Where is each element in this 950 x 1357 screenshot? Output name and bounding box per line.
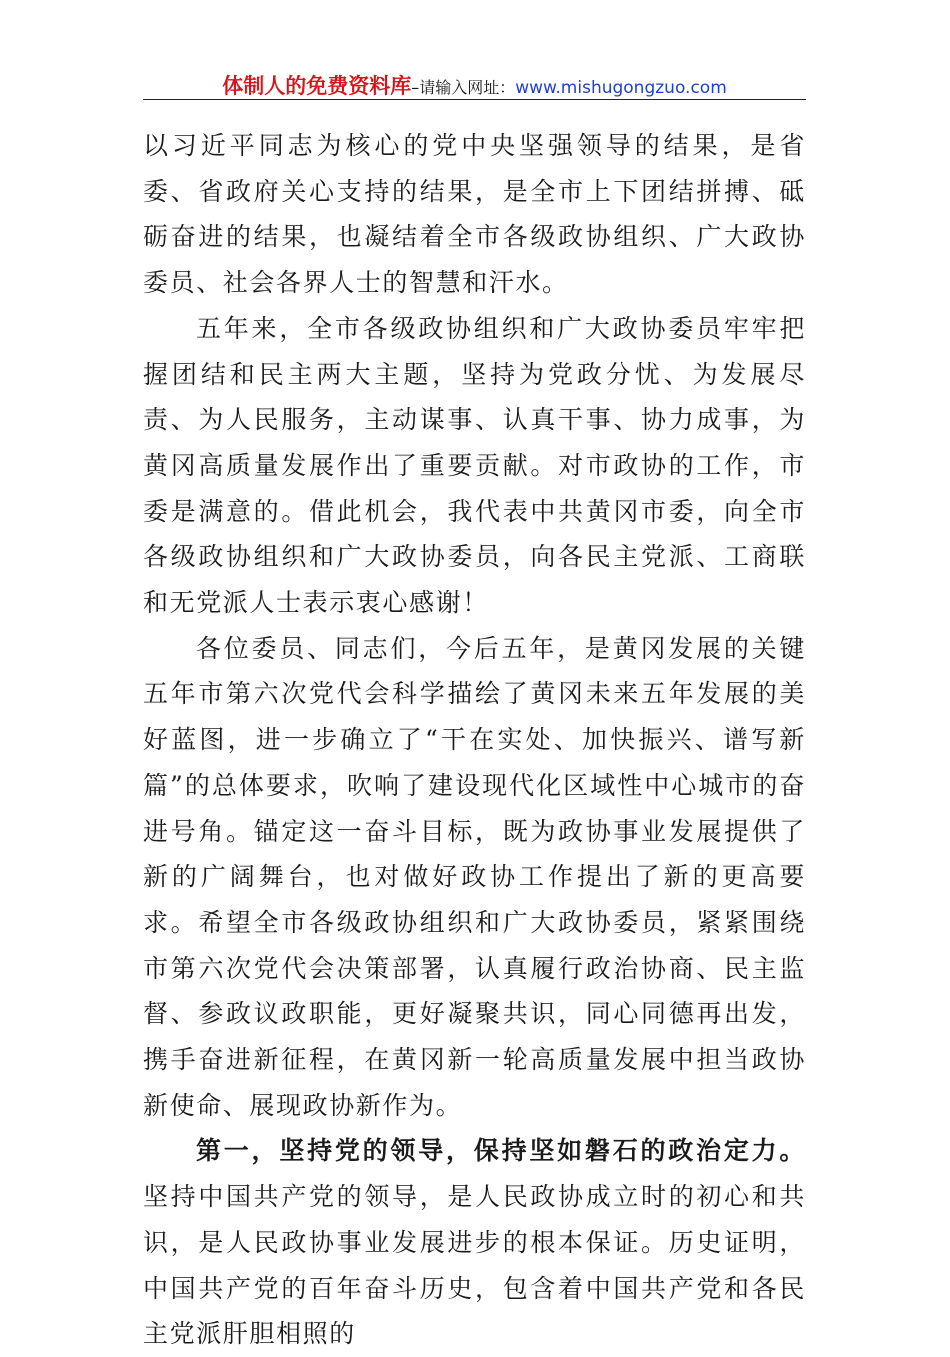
header-url-link[interactable]: www.mishugongzuo.com: [515, 78, 727, 98]
header-prompt: –请输入网址：: [411, 78, 516, 97]
page-header: [143, 70, 806, 100]
paragraph-first-point: [143, 1128, 806, 1357]
paragraph-five-years: 五年来，全市各级政协组织和广大政协委员牢牢把握团结和民主两大主题，坚持为党政分忧、为发展尽责、为人民服务，主动谋事、认真干事、协力成事，为黄冈高质量发展作出了重要贡献。对市政协的工作，市委是满意的。借此机会，我代表中共黄冈市委，向全市各级政协组织和广大政协委员，向各民主党派、工商联和无党派人士表示衷心感谢！: [143, 313, 806, 618]
paragraph-continuation: 以习近平同志为核心的党中央坚强领导的结果，是省委、省政府关心支持的结果，是全市上下团结拼搏、砥砺奋进的结果，也凝结着全市各级政协组织、广大政协委员、社会各界人士的智慧和汗水。: [143, 131, 806, 298]
paragraph-first-point-text: 坚持中国共产党的领导，是人民政协成立时的初心和共识，是人民政协事业发展进步的根本保证。历史证明，中国共产党的百年奋斗历史，包含着中国共产党和各民主党派肝胆相照的: [143, 1182, 806, 1349]
header-brand: 体制人的免费资料库: [222, 74, 412, 98]
paragraph-lead-heading: 第一，坚持党的领导，保持坚如磐石的政治定力。: [196, 1136, 806, 1166]
header-divider: [143, 99, 806, 100]
paragraph-next-five-years: 各位委员、同志们，今后五年，是黄冈发展的关键五年市第六次党代会科学描绘了黄冈未来五年发展的美好蓝图，进一步确立了“干在实处、加快振兴、谱写新篇”的总体要求，吹响了建设现代化区域性中心城市的奋进号角。锚定这一奋斗目标，既为政协事业发展提供了新的广阔舞台，也对做好政协工作提出了新的更高要求。希望全市各级政协组织和广大政协委员，紧紧围绕市第六次党代会决策部署，认真履行政治协商、民主监督、参政议政职能，更好凝聚共识，同心同德再出发，携手奋进新征程，在黄冈新一轮高质量发展中担当政协新使命、展现政协新作为。: [143, 633, 806, 1120]
document-body: [143, 123, 806, 1357]
